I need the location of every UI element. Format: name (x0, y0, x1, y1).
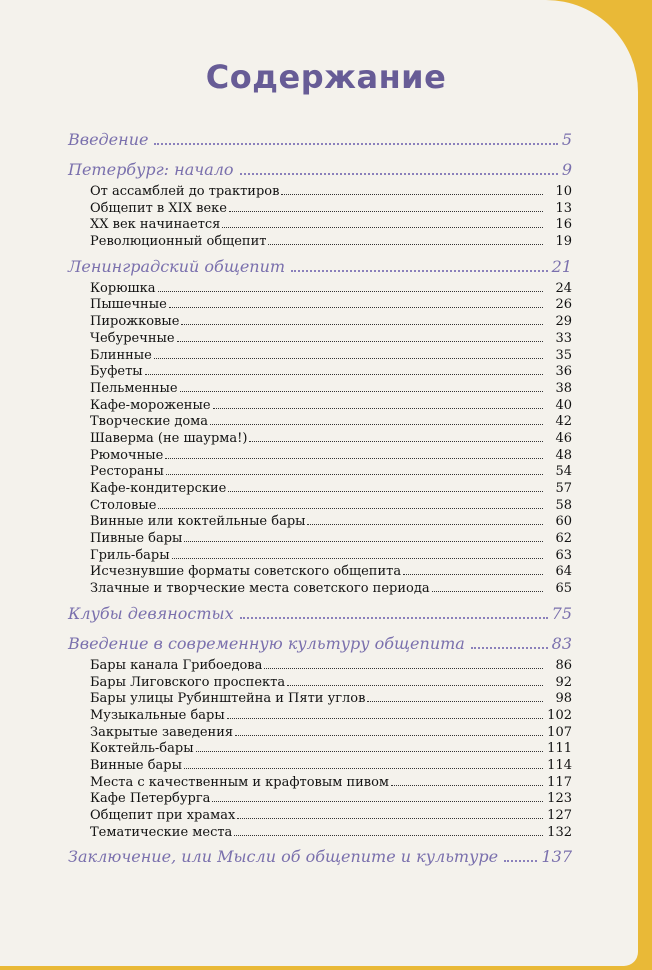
toc-chapter (68, 604, 572, 628)
chapter-title: Ленинградский общепит (68, 256, 286, 276)
dot-leader (181, 324, 543, 325)
entry-page-number: 36 (555, 364, 572, 380)
entry-title: Общепит в XIX веке (90, 200, 227, 216)
toc-entry (68, 314, 572, 331)
dot-leader (229, 211, 543, 212)
entry-page-number: 57 (555, 481, 572, 496)
page-title: Содержание (205, 58, 447, 96)
entry-title: Винные бары (90, 757, 182, 773)
dot-leader (432, 591, 543, 592)
dot-leader (213, 408, 543, 409)
entry-title: Бары Лиговского проспекта (90, 674, 286, 690)
toc-chapter (68, 257, 572, 281)
entry-title: Общепит при храмах (90, 808, 236, 823)
dot-leader (471, 647, 548, 649)
entry-page-number: 63 (555, 547, 572, 563)
dot-leader (154, 143, 557, 145)
dot-leader (222, 227, 543, 228)
entry-page-number: 24 (555, 280, 572, 296)
toc-entry (68, 531, 572, 548)
dot-leader (166, 474, 543, 475)
entry-page-number: 117 (547, 774, 572, 790)
entry-page-number: 40 (555, 397, 572, 413)
entry-page-number: 48 (555, 447, 572, 463)
toc-entry (68, 791, 572, 808)
chapter-entries (68, 281, 572, 598)
toc-entry (68, 564, 572, 581)
entry-page-number: 62 (555, 531, 572, 547)
dot-leader (234, 835, 543, 836)
entry-page-number: 19 (555, 234, 572, 250)
entry-page-number: 26 (555, 297, 572, 313)
toc-entry (68, 431, 572, 448)
entry-title: Пельменные (90, 380, 178, 396)
toc-entry (68, 381, 572, 398)
dot-leader (158, 291, 544, 292)
toc-entry (68, 398, 572, 415)
entry-title: Буфеты (90, 364, 143, 380)
entry-title: Тематические места (90, 824, 233, 840)
dot-leader (264, 668, 543, 669)
dot-leader (403, 574, 543, 575)
chapter-page-number: 75 (551, 603, 572, 623)
dot-leader (240, 617, 548, 619)
dot-leader (268, 244, 543, 245)
toc-entry (68, 331, 572, 348)
dot-leader (227, 718, 543, 719)
toc-entry (68, 297, 572, 314)
entry-page-number: 102 (547, 707, 572, 723)
toc-entry (68, 414, 572, 431)
dot-leader (367, 701, 543, 702)
dot-leader (154, 358, 543, 359)
toc-entry (68, 708, 572, 725)
toc-chapter (68, 130, 572, 154)
entry-page-number: 33 (555, 330, 572, 346)
toc-entry (68, 581, 572, 598)
toc-entry (68, 808, 572, 825)
entry-title: Рестораны (90, 464, 164, 480)
entry-page-number: 38 (555, 380, 572, 396)
entry-title: Столовые (90, 497, 157, 513)
entry-page-number: 92 (555, 674, 572, 690)
entry-page-number: 29 (555, 314, 572, 330)
dot-leader (212, 801, 543, 802)
dot-leader (158, 508, 543, 509)
entry-title: XX век начинается (90, 217, 221, 233)
toc-entry (68, 775, 572, 792)
dot-leader (287, 685, 543, 686)
entry-title: Рюмочные (90, 447, 164, 463)
toc-entry (68, 348, 572, 365)
toc-entry (68, 281, 572, 298)
dot-leader (240, 173, 558, 175)
toc-entry (68, 498, 572, 515)
dot-leader (165, 458, 543, 459)
toc-entry (68, 658, 572, 675)
entry-title: Музыкальные бары (90, 707, 225, 723)
chapter-page-number: 137 (541, 847, 572, 867)
entry-page-number: 42 (555, 414, 572, 430)
toc-entry (68, 448, 572, 465)
dot-leader (504, 860, 537, 862)
dot-leader (391, 785, 543, 786)
entry-title: Шаверма (не шаурма!) (90, 430, 248, 446)
entry-page-number: 46 (555, 430, 572, 446)
dot-leader (172, 558, 543, 559)
chapter-entries (68, 658, 572, 842)
toc-entry (68, 758, 572, 775)
chapter-page-number: 21 (551, 256, 572, 276)
toc-entry (68, 201, 572, 218)
dot-leader (291, 270, 548, 272)
chapter-title: Заключение, или Мысли об общепите и культуре (68, 847, 499, 867)
entry-page-number: 35 (555, 347, 572, 363)
toc-entry (68, 234, 572, 251)
entry-title: Закрытые заведения (90, 724, 234, 740)
dot-leader (235, 735, 543, 736)
toc-entry (68, 217, 572, 234)
chapter-title: Петербург: начало (68, 160, 234, 179)
toc-entry (68, 675, 572, 692)
dot-leader (184, 768, 543, 769)
entry-page-number: 10 (555, 184, 572, 199)
dot-leader (281, 194, 543, 195)
entry-page-number: 111 (547, 741, 572, 757)
entry-title: Пивные бары (90, 531, 183, 547)
table-of-contents (68, 124, 572, 871)
entry-page-number: 123 (547, 791, 572, 807)
toc-entry (68, 548, 572, 565)
entry-page-number: 13 (555, 200, 572, 216)
entry-title: Корюшка (90, 280, 156, 296)
chapter-entries (68, 184, 572, 251)
entry-title: Исчезнувшие форматы советского общепита (90, 564, 402, 580)
toc-entry (68, 514, 572, 531)
entry-title: Творческие дома (90, 414, 209, 430)
chapter-title: Введение в современную культуру общепита (68, 633, 465, 653)
entry-title: Гриль-бары (90, 547, 170, 563)
toc-entry (68, 481, 572, 498)
entry-title: Блинные (90, 347, 152, 363)
entry-page-number: 64 (555, 564, 572, 580)
dot-leader (228, 491, 543, 492)
entry-title: Революционный общепит (90, 234, 267, 250)
entry-title: Винные или коктейльные бары (90, 514, 306, 530)
entry-page-number: 54 (555, 464, 572, 480)
toc-entry (68, 691, 572, 708)
entry-page-number: 16 (555, 217, 572, 233)
toc-chapter (68, 160, 572, 184)
entry-title: Кафе-кондитерские (90, 481, 227, 496)
entry-page-number: 60 (555, 514, 572, 530)
dot-leader (307, 524, 543, 525)
entry-page-number: 127 (547, 808, 572, 823)
entry-title: Пирожковые (90, 314, 180, 330)
dot-leader (145, 374, 543, 375)
entry-page-number: 58 (555, 497, 572, 513)
entry-page-number: 98 (555, 691, 572, 707)
toc-entry (68, 825, 572, 842)
chapter-title: Введение (68, 130, 149, 149)
dot-leader (237, 818, 543, 819)
entry-title: Места с качественным и крафтовым пивом (90, 774, 390, 790)
dot-leader (184, 541, 543, 542)
entry-page-number: 132 (547, 824, 572, 840)
dot-leader (169, 307, 543, 308)
dot-leader (180, 391, 543, 392)
entry-title: От ассамблей до трактиров (90, 184, 280, 199)
entry-page-number: 65 (555, 581, 572, 597)
entry-page-number: 107 (547, 724, 572, 740)
dot-leader (177, 341, 543, 342)
chapter-page-number: 5 (561, 130, 572, 149)
entry-title: Бары улицы Рубинштейна и Пяти углов (90, 691, 366, 707)
dot-leader (196, 751, 543, 752)
chapter-page-number: 83 (551, 633, 572, 653)
entry-page-number: 114 (547, 757, 572, 773)
toc-entry (68, 364, 572, 381)
chapter-title: Клубы девяностых (68, 603, 234, 623)
entry-title: Чебуречные (90, 330, 175, 346)
entry-title: Кафе Петербурга (90, 791, 211, 807)
toc-chapter (68, 847, 572, 871)
toc-chapter (68, 634, 572, 658)
toc-entry (68, 464, 572, 481)
dot-leader (210, 424, 543, 425)
toc-entry (68, 741, 572, 758)
entry-title: Злачные и творческие места советского периода (90, 581, 430, 597)
entry-title: Кафе-мороженые (90, 397, 211, 413)
toc-entry (68, 725, 572, 742)
entry-title: Пышечные (90, 297, 167, 313)
entry-page-number: 86 (555, 657, 572, 673)
entry-title: Коктейль-бары (90, 741, 194, 757)
toc-entry (68, 184, 572, 201)
dot-leader (249, 441, 543, 442)
chapter-page-number: 9 (561, 160, 572, 179)
entry-title: Бары канала Грибоедова (90, 657, 263, 673)
